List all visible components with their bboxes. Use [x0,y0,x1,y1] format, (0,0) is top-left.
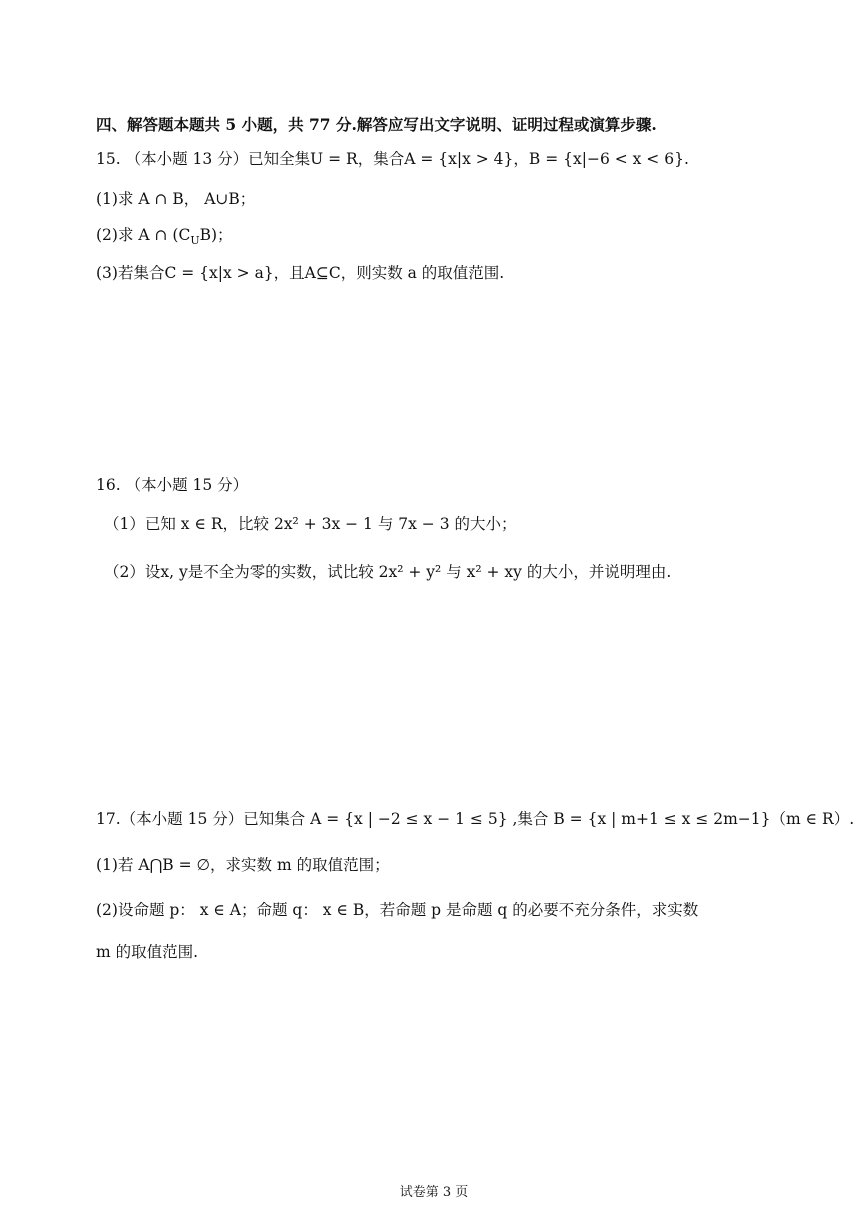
page-footer: 试卷第 3 页 [399,1185,469,1200]
q17-part1: (1)若 A⋂B = ∅，求实数 m 的取值范围； [96,856,390,874]
q17-part2: (2)设命题 p： x ∈ A；命题 q： x ∈ B，若命题 p 是命题 q 的必要不充分条件，求实数 [96,901,699,919]
q15-stem: 15. （本小题 13 分）已知全集U = R，集合A = {x|x > 4}，B = {x|−6 < x < 6}. [96,150,689,168]
q17-stem: 17.（本小题 15 分）已知集合 A = {x | −2 ≤ x − 1 ≤ 5} ,集合 B = {x | m+1 ≤ x ≤ 2m−1}（m ∈ R）. [96,810,855,828]
q16-part1: （1）已知 x ∈ R，比较 2x² + 3x − 1 与 7x − 3 的大小； [104,515,517,533]
q15-part2-sub: U [190,234,200,248]
q17-part2-cont: m 的取值范围. [96,943,199,961]
section-title: 四、解答题本题共 5 小题，共 77 分.解答应写出文字说明、证明过程或演算步骤. [96,115,657,134]
q16-part2: （2）设x, y是不全为零的实数，试比较 2x² + y² 与 x² + xy 的大小，并说明理由. [104,563,672,581]
q15-part2-end: B)； [199,226,233,244]
q15-part3: (3)若集合C = {x|x > a}，且A⊆C，则实数 a 的取值范围. [96,264,505,282]
q15-part2 [96,223,233,253]
q15-part2-text: (2)求 A ∩ (C [96,226,191,244]
q16-stem: 16. （本小题 15 分） [96,476,249,494]
q15-part1: (1)求 A ∩ B， A∪B； [96,190,256,208]
